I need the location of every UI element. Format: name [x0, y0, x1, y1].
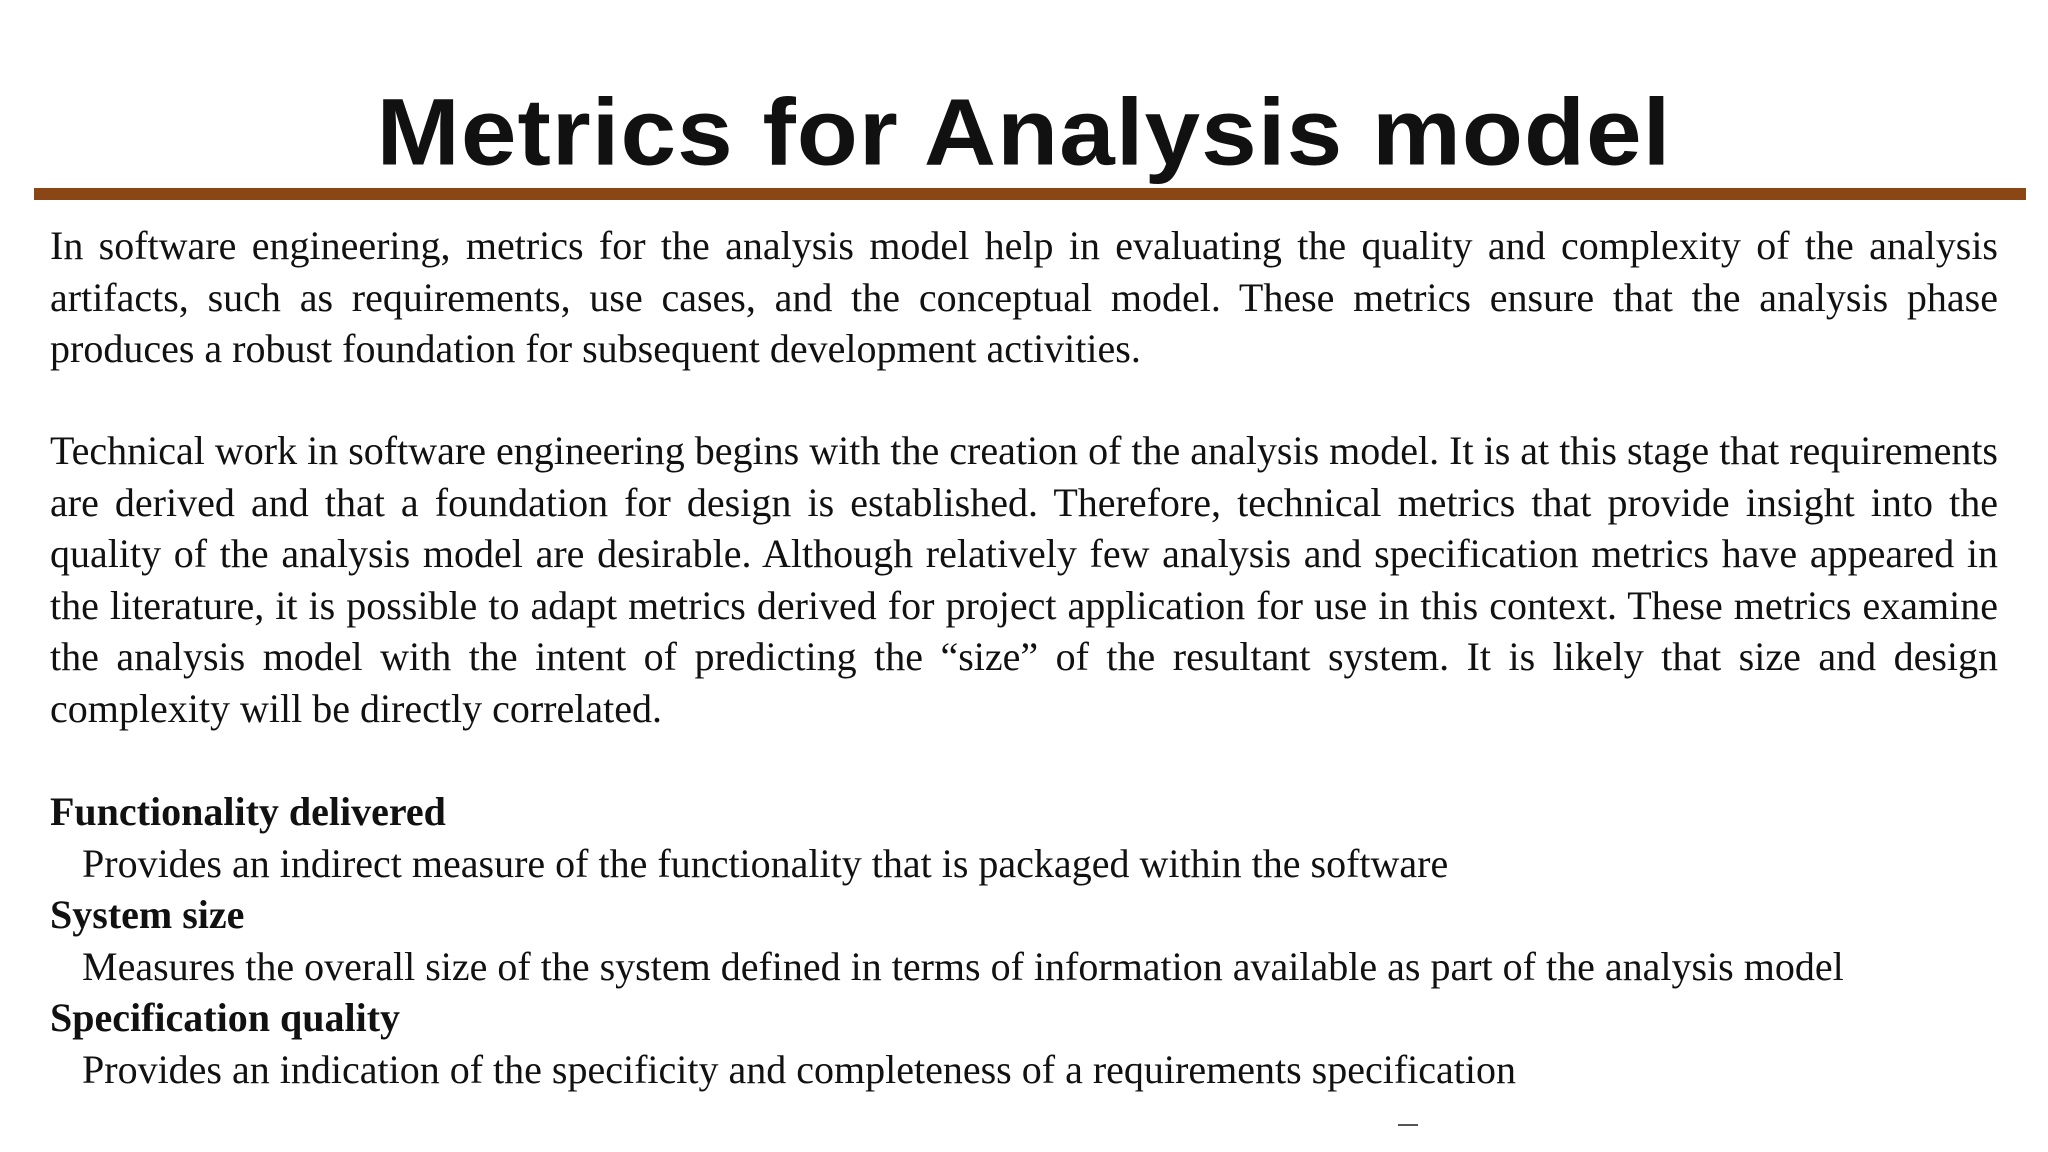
metric-description-functionality-delivered: Provides an indirect measure of the functionality that is packaged within the software — [82, 840, 1449, 886]
metric-item — [50, 786, 2010, 889]
metric-description-system-size: Measures the overall size of the system defined in terms of information available as part of the analysis model — [82, 943, 1844, 989]
slide-title: Metrics for Analysis model — [376, 78, 1672, 186]
technical-work-paragraph: Technical work in software engineering begins with the creation of the analysis model. It is at this stage that requirements are derived and that a foundation for design is established. Therefore, technical metrics that provide insight into the quality of the analysis model are desirable. Although relatively few analysis and specification metrics have appeared in the literature, it is possible to adapt metrics derived for project application for use in this context. These metrics examine the analysis model with the intent of predicting the “size” of the resultant system. It is likely that size and design complexity will be directly correlated. — [50, 428, 1998, 731]
metrics-list — [50, 786, 2010, 1095]
metric-item — [50, 889, 2010, 992]
stray-dash-mark — [1398, 1124, 1418, 1126]
metric-item — [50, 992, 2010, 1095]
metric-description-specification-quality: Provides an indication of the specificity and completeness of a requirements specification — [82, 1046, 1516, 1092]
metric-name-specification-quality: Specification quality — [50, 995, 401, 1040]
metric-name-system-size: System size — [50, 892, 245, 937]
intro-paragraph: In software engineering, metrics for the analysis model help in evaluating the quality and complexity of the analysis artifacts, such as requirements, use cases, and the conceptual model. These metrics ensure that the analysis phase produces a robust foundation for subsequent development activities. — [50, 223, 1998, 371]
intro-paragraph-block — [50, 220, 1998, 375]
title-divider — [34, 188, 2026, 200]
metric-name-functionality-delivered: Functionality delivered — [50, 789, 446, 834]
technical-work-paragraph-block — [50, 425, 1998, 734]
